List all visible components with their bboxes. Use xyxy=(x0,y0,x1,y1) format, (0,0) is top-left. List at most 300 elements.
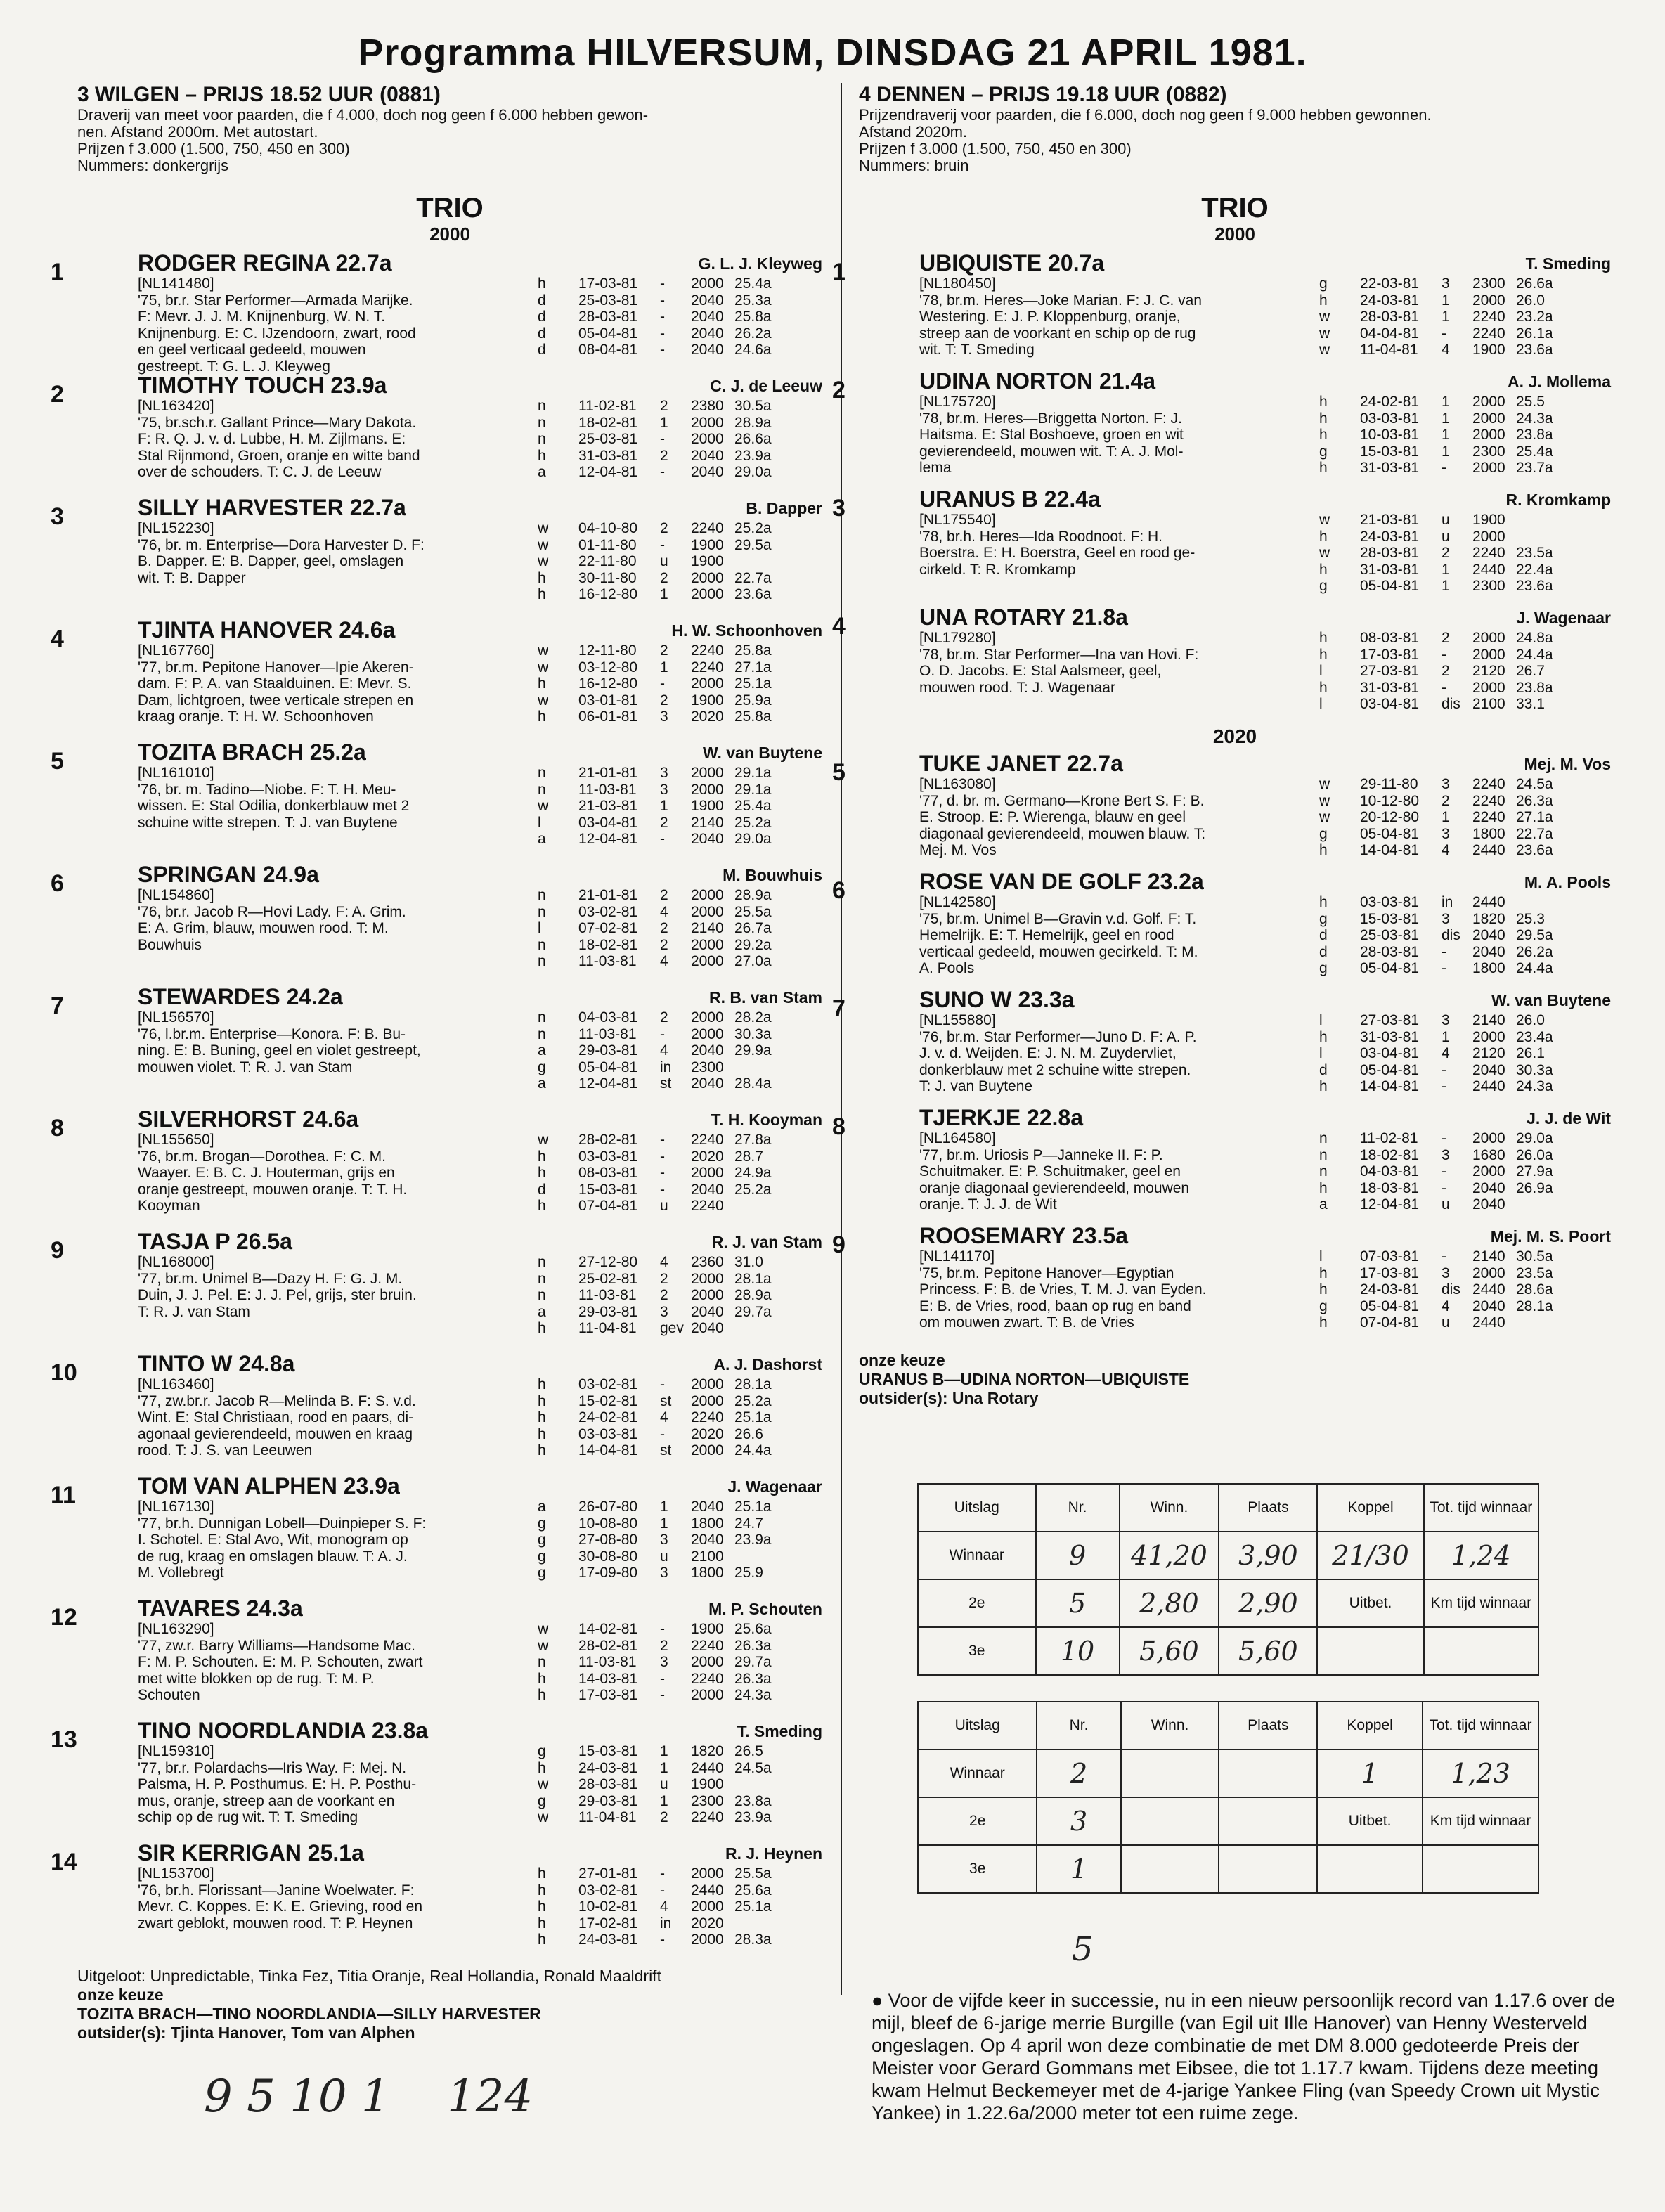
race-distance: 2040 xyxy=(691,1499,724,1515)
track-code: g xyxy=(1319,825,1328,842)
horse-number: 1 xyxy=(51,259,64,285)
race-distance: 2140 xyxy=(691,920,724,936)
section-distance: 2000 xyxy=(1214,224,1255,245)
track-code: d xyxy=(1319,927,1328,943)
race-distance: 2240 xyxy=(1472,792,1505,809)
race-time: 25.2a xyxy=(734,1181,772,1198)
race-distance: 2240 xyxy=(1472,776,1505,792)
form-row xyxy=(538,570,822,587)
horse-number: 10 xyxy=(51,1359,77,1386)
race-time: 25.1a xyxy=(734,1409,772,1425)
result-table-1 xyxy=(917,1483,1539,1676)
form-row xyxy=(538,1515,822,1532)
description-line: '77, br.h. Dunnigan Lobell—Duinpieper S. F: xyxy=(138,1515,427,1532)
placing: 1 xyxy=(1442,410,1450,427)
horse-description xyxy=(138,1621,531,1704)
race-time: 26.3a xyxy=(1516,792,1553,809)
race-distance: 2000 xyxy=(1472,679,1505,696)
horse-description xyxy=(919,776,1313,859)
horse-trainer: J. J. de Wit xyxy=(1527,1109,1611,1127)
race-time: 26.6 xyxy=(734,1425,763,1442)
race-date: 10-02-81 xyxy=(578,1899,638,1915)
form-row xyxy=(1319,1265,1604,1282)
form-row xyxy=(1319,1029,1604,1046)
placing: u xyxy=(660,1198,668,1214)
placing: 4 xyxy=(660,953,668,969)
race-date: 07-02-81 xyxy=(578,920,638,936)
form-row xyxy=(538,309,822,325)
race-distance: 2440 xyxy=(1472,1281,1505,1298)
race-date: 28-03-81 xyxy=(1360,943,1420,960)
result-label-cell: 2e xyxy=(918,1797,1037,1845)
description-line: [NL159310] xyxy=(138,1743,214,1759)
track-code: h xyxy=(1319,1314,1328,1331)
race-time: 28.9a xyxy=(734,887,772,903)
race-time: 24.8a xyxy=(1516,630,1553,646)
placing: 1 xyxy=(1442,394,1450,410)
placing: u xyxy=(660,1548,668,1565)
horse-entry xyxy=(51,1473,822,1596)
placing: 4 xyxy=(660,903,668,920)
horse-name: TOZITA BRACH 25.2a xyxy=(138,739,366,765)
race-distance: 2300 xyxy=(1472,578,1505,594)
placing: - xyxy=(660,1882,665,1899)
description-line: de rug, kraag en omslagen blauw. T: A. J. xyxy=(138,1548,408,1565)
description-line: [NL141480] xyxy=(138,276,214,292)
placing: - xyxy=(1442,1179,1446,1196)
description-line: Duin, J. J. Pel. E: J. J. Pel, grijs, ster bruin. xyxy=(138,1287,417,1303)
horse-name: STEWARDES 24.2a xyxy=(138,984,343,1009)
track-code: w xyxy=(538,1621,549,1637)
outsiders: outsider(s): Una Rotary xyxy=(859,1389,1039,1407)
track-code: a xyxy=(538,1075,546,1092)
form-row xyxy=(1319,1130,1604,1147)
race-time: 22.7a xyxy=(1516,825,1553,842)
form-row xyxy=(538,1565,822,1582)
track-code: w xyxy=(538,1776,549,1792)
form-row xyxy=(538,904,822,921)
track-code: h xyxy=(538,1932,546,1948)
form-table xyxy=(538,1499,822,1582)
track-code: d xyxy=(538,1181,546,1198)
result-label-cell: 3e xyxy=(918,1627,1036,1675)
placing: 4 xyxy=(1442,1298,1450,1314)
race-date: 24-03-81 xyxy=(578,1759,638,1776)
form-row xyxy=(538,1743,822,1760)
result-handwritten-cell xyxy=(1317,1845,1423,1893)
horse-entry xyxy=(51,1351,822,1473)
race-time: 25.9 xyxy=(734,1565,763,1581)
description-line: '76, br. m. Enterprise—Dora Harvester D. F: xyxy=(138,536,425,553)
description-line: Mevr. C. Koppes. E: K. E. Grieving, rood en xyxy=(138,1899,423,1915)
race-distance: 2440 xyxy=(1472,1078,1505,1094)
description-line: schip op de rug wit. T: T. Smeding xyxy=(138,1809,358,1825)
track-code: l xyxy=(1319,663,1323,679)
race-time: 24.7 xyxy=(734,1515,763,1532)
horse-entry xyxy=(832,368,1611,486)
track-code: g xyxy=(538,1059,546,1075)
description-line: [NL167760] xyxy=(138,642,214,659)
horse-description xyxy=(138,642,531,725)
race-date: 17-03-81 xyxy=(578,276,638,292)
form-table xyxy=(538,642,822,725)
form-row xyxy=(538,815,822,832)
horse-number: 9 xyxy=(832,1231,846,1258)
description-line: mus, oranje, streep aan de voorkant en xyxy=(138,1792,395,1809)
horse-number: 6 xyxy=(832,877,846,904)
result-handwritten-cell: 5,60 xyxy=(1219,1627,1317,1675)
placing: 2 xyxy=(660,398,668,414)
description-line: [NL156570] xyxy=(138,1009,214,1026)
race-date: 15-03-81 xyxy=(578,1181,638,1198)
race-distance: 1800 xyxy=(1472,960,1505,976)
form-row xyxy=(1319,309,1604,325)
race-time xyxy=(1516,894,1572,911)
description-line: [NL175720] xyxy=(919,394,996,410)
race-time: 25.8a xyxy=(734,642,772,659)
track-code: h xyxy=(538,709,546,725)
form-row xyxy=(1319,427,1604,444)
race-time: 23.5a xyxy=(1516,1265,1553,1281)
form-row xyxy=(538,709,822,725)
race-distance: 2000 xyxy=(1472,1163,1505,1179)
horse-entry xyxy=(51,862,822,984)
track-code: a xyxy=(538,1499,546,1515)
race-time: 25.5a xyxy=(734,903,772,920)
race-distance: 2000 xyxy=(691,1392,724,1409)
race-info: Draverij van meet voor paarden, die f 4.000, doch nog geen f 6.000 hebben gewon- nen. Afstand 2000m. Met autostart. Prijzen f 3.000 (1.500, 750, 450 en 300) Nummers: donkergrijs xyxy=(77,106,649,174)
track-code: h xyxy=(1319,1028,1328,1045)
track-code: d xyxy=(538,292,546,309)
race-date: 27-01-81 xyxy=(578,1865,638,1882)
race-distance: 2000 xyxy=(1472,460,1505,476)
horse-trainer: R. J. van Stam xyxy=(711,1233,822,1251)
track-code: n xyxy=(538,1654,546,1670)
placing: - xyxy=(660,1148,665,1165)
track-code: h xyxy=(538,1376,546,1392)
race-date: 29-03-81 xyxy=(578,1792,638,1809)
track-code: g xyxy=(1319,443,1328,460)
race-time: 28.4a xyxy=(734,1075,772,1092)
form-row xyxy=(538,831,822,848)
placing: - xyxy=(660,1621,665,1637)
race-distance: 2000 xyxy=(1472,410,1505,427)
race-date: 27-03-81 xyxy=(1360,1012,1420,1028)
race-date: 25-03-81 xyxy=(1360,927,1420,943)
track-code: n xyxy=(538,936,546,953)
description-line: Wint. E: Stal Christiaan, rood en paars, di- xyxy=(138,1409,414,1425)
placing: 1 xyxy=(660,798,668,814)
form-row xyxy=(538,1271,822,1288)
track-code: h xyxy=(538,447,546,464)
race-time: 26.5 xyxy=(734,1743,763,1759)
form-row xyxy=(538,520,822,537)
race-date: 03-04-81 xyxy=(578,814,638,831)
placing: 2 xyxy=(660,447,668,464)
section-trio: TRIO xyxy=(416,193,484,224)
horse-name: TJERKJE 22.8a xyxy=(919,1105,1084,1130)
description-line: J. v. d. Weijden. E: J. N. M. Zuydervliet, xyxy=(919,1045,1177,1061)
race-date: 05-04-81 xyxy=(1360,1298,1420,1314)
description-line: [NL164580] xyxy=(919,1130,996,1146)
description-line: F: R. Q. J. v. d. Lubbe, H. M. Zijlmans. E: xyxy=(138,431,406,447)
race-distance: 2440 xyxy=(1472,894,1505,910)
placing: 3 xyxy=(1442,825,1450,842)
track-code: w xyxy=(538,1809,549,1825)
race-distance: 2240 xyxy=(691,1637,724,1654)
race-time: 28.1a xyxy=(734,1376,772,1392)
race-date: 18-03-81 xyxy=(1360,1179,1420,1196)
placing: - xyxy=(1442,1163,1446,1179)
track-code: w xyxy=(1319,325,1330,342)
horse-number: 8 xyxy=(832,1113,846,1140)
result-handwritten-cell: 3,90 xyxy=(1219,1532,1317,1579)
race-distance: 2020 xyxy=(691,1915,724,1932)
horse-description xyxy=(138,398,531,481)
horse-name: UNA ROTARY 21.8a xyxy=(919,604,1128,630)
form-row xyxy=(538,398,822,415)
race-date: 11-03-81 xyxy=(578,1287,637,1303)
description-line: donkerblauw met 2 schuine witte strepen. xyxy=(919,1061,1191,1078)
track-code: w xyxy=(1319,776,1330,792)
form-row xyxy=(1319,1045,1604,1062)
race-date: 31-03-81 xyxy=(1360,561,1420,578)
race-date: 24-02-81 xyxy=(578,1409,638,1425)
race-distance: 1900 xyxy=(691,692,724,709)
race-date: 28-03-81 xyxy=(578,309,638,325)
placing: 1 xyxy=(1442,561,1450,578)
race-time: 25.9a xyxy=(734,692,772,709)
horse-trainer: M. Bouwhuis xyxy=(723,866,822,884)
placing: 3 xyxy=(1442,1012,1450,1028)
form-row xyxy=(538,1899,822,1915)
form-row xyxy=(1319,911,1604,928)
description-line: Stal Rijnmond, Groen, oranje en witte band xyxy=(138,447,420,464)
race-time: 25.4a xyxy=(734,276,772,292)
horse-description xyxy=(919,1012,1313,1095)
race-time xyxy=(1516,529,1572,545)
race-date: 14-04-81 xyxy=(1360,1078,1420,1094)
race-title: 4 DENNEN – PRIJS 19.18 UUR (0882) xyxy=(859,83,1227,106)
track-code: n xyxy=(1319,1146,1328,1163)
form-row xyxy=(538,553,822,570)
race-distance: 2440 xyxy=(1472,561,1505,578)
race-time: 25.4a xyxy=(734,798,772,814)
race-distance: 1680 xyxy=(1472,1146,1505,1163)
form-row xyxy=(538,1548,822,1565)
placing: 3 xyxy=(660,1532,668,1548)
race-date: 21-01-81 xyxy=(578,765,638,781)
horse-name: TINTO W 24.8a xyxy=(138,1351,295,1376)
race-time: 29.0a xyxy=(1516,1130,1553,1146)
track-code: w xyxy=(538,659,549,675)
race-time: 26.7 xyxy=(1516,663,1545,679)
description-line: over de schouders. T: C. J. de Leeuw xyxy=(138,464,382,480)
placing: - xyxy=(660,1376,665,1392)
race-distance: 2440 xyxy=(691,1759,724,1776)
track-code: d xyxy=(538,342,546,358)
race-date: 12-04-81 xyxy=(578,1075,638,1092)
race-time: 30.5a xyxy=(1516,1248,1553,1265)
race-time: 27.8a xyxy=(734,1132,772,1148)
race-date: 04-04-81 xyxy=(1360,325,1420,342)
placing: u xyxy=(1442,528,1450,545)
placing: 3 xyxy=(1442,910,1450,927)
race-time: 25.5a xyxy=(734,1865,772,1882)
section-distance-2020: 2020 xyxy=(1212,725,1257,747)
right-race-column xyxy=(832,83,1611,1408)
form-row xyxy=(1319,460,1604,477)
placing: 4 xyxy=(660,1042,668,1059)
race-date: 28-02-81 xyxy=(578,1132,638,1148)
race-date: 03-02-81 xyxy=(578,1882,638,1899)
race-time: 24.3a xyxy=(1516,1078,1553,1094)
race-date: 24-03-81 xyxy=(1360,528,1420,545)
placing: 3 xyxy=(660,1303,668,1320)
form-row xyxy=(1319,927,1604,944)
description-line: om mouwen zwart. T: B. de Vries xyxy=(919,1314,1134,1331)
placing: u xyxy=(660,1776,668,1792)
description-line: [NL168000] xyxy=(138,1254,214,1270)
form-row xyxy=(538,1376,822,1393)
race-date: 15-03-81 xyxy=(1360,443,1420,460)
horse-description xyxy=(138,1254,531,1320)
result-handwritten-cell: 2,80 xyxy=(1120,1579,1219,1627)
placing: - xyxy=(660,1425,665,1442)
placing: 3 xyxy=(660,1565,668,1581)
race-distance: 2100 xyxy=(1472,696,1505,712)
track-code: n xyxy=(538,1254,546,1270)
race-distance: 1800 xyxy=(691,1565,724,1581)
race-distance: 2000 xyxy=(691,1026,724,1042)
track-code: h xyxy=(538,569,546,586)
placing: - xyxy=(660,464,665,480)
placing: 2 xyxy=(660,1009,668,1026)
placing: - xyxy=(660,1687,665,1703)
form-row xyxy=(538,292,822,309)
onze-keuze: TOZITA BRACH—TINO NOORDLANDIA—SILLY HARVESTER xyxy=(77,2005,541,2023)
race-time: 24.4a xyxy=(1516,960,1553,976)
horse-entry xyxy=(51,1596,822,1718)
race-distance: 2040 xyxy=(691,831,724,847)
horse-name: ROOSEMARY 23.5a xyxy=(919,1223,1128,1248)
section-distance: 2000 xyxy=(429,224,470,245)
horse-name: SIR KERRIGAN 25.1a xyxy=(138,1840,364,1865)
race-time: 31.0 xyxy=(734,1254,763,1270)
track-code: g xyxy=(1319,578,1328,594)
race-time xyxy=(734,1915,791,1932)
result-handwritten-cell: 1 xyxy=(1317,1749,1423,1797)
description-line: F: M. P. Schouten. E: M. P. Schouten, zwart xyxy=(138,1654,423,1670)
result-handwritten-cell: 10 xyxy=(1036,1627,1120,1675)
race-distance: 1820 xyxy=(691,1743,724,1759)
race-distance: 2140 xyxy=(691,814,724,831)
placing: - xyxy=(1442,1061,1446,1078)
horse-description xyxy=(138,1376,531,1459)
placing: - xyxy=(1442,646,1446,663)
page-title: Programma HILVERSUM, DINSDAG 21 APRIL 1981. xyxy=(358,32,1307,74)
race-distance: 2000 xyxy=(1472,394,1505,410)
race-date: 31-03-81 xyxy=(1360,679,1420,696)
race-time: 23.6a xyxy=(1516,842,1553,858)
race-date: 08-03-81 xyxy=(578,1165,638,1181)
track-code: n xyxy=(538,953,546,969)
description-line: oranje diagonaal gevierendeeld, mouwen xyxy=(919,1179,1190,1196)
description-line: schuine witte strepen. T: J. van Buytene xyxy=(138,814,398,831)
track-code: g xyxy=(538,1515,546,1532)
placing: 2 xyxy=(660,887,668,903)
form-row xyxy=(1319,394,1604,410)
placing: dis xyxy=(1442,1281,1460,1298)
track-code: n xyxy=(538,1287,546,1303)
horse-number: 9 xyxy=(51,1237,64,1264)
race-distance: 2000 xyxy=(691,903,724,920)
form-row xyxy=(538,1149,822,1165)
placing: - xyxy=(1442,679,1446,696)
horse-name: TIMOTHY TOUCH 23.9a xyxy=(138,373,387,398)
race-time xyxy=(734,1059,791,1076)
race-time: 25.3 xyxy=(1516,910,1545,927)
race-date: 14-02-81 xyxy=(578,1621,638,1637)
race-distance: 2000 xyxy=(691,1865,724,1882)
track-code: h xyxy=(538,1198,546,1214)
race-distance: 2020 xyxy=(691,1148,724,1165)
race-date: 27-12-80 xyxy=(578,1254,638,1270)
race-time: 29.7a xyxy=(734,1303,772,1320)
placing: 2 xyxy=(660,1287,668,1303)
form-row xyxy=(538,342,822,358)
horse-number: 4 xyxy=(51,626,64,652)
track-code: h xyxy=(538,1759,546,1776)
news-paragraph: ● Voor de vijfde keer in successie, nu in een nieuw persoonlijk record van 1.17.6 over de mijl, bleef de 6-jarige merrie Burgille (van Egil uit Ille Hanover) van Henny Westerveld ongeslagen. Op 4 april won deze combinatie de met DM 8.000 gedoteerde Preis der Meister voor Gerard Gommans met Eibsee, die tot 1.17.7 kwam. Tijdens deze meeting kwam Helmut Beckemeyer met de 4-jarige Yankee Fling (van Speedy Crown uit Mystic Yankee) in 1.22.6a/2000 meter tot een ruime zege. xyxy=(872,1990,1615,2123)
form-table xyxy=(538,887,822,970)
placing: 2 xyxy=(660,692,668,709)
race-time: 23.9a xyxy=(734,1809,772,1825)
description-line: [NL167130] xyxy=(138,1499,214,1515)
horse-entry xyxy=(832,751,1611,869)
result-label-cell: Winnaar xyxy=(918,1532,1036,1579)
race-date: 26-07-80 xyxy=(578,1499,638,1515)
track-code: h xyxy=(538,1899,546,1915)
horse-name: UBIQUISTE 20.7a xyxy=(919,250,1105,276)
form-table xyxy=(1319,512,1604,595)
description-line: [NL180450] xyxy=(919,276,996,292)
description-line: kraag oranje. T: H. W. Schoonhoven xyxy=(138,709,374,725)
form-row xyxy=(538,1182,822,1198)
race-date: 05-04-81 xyxy=(578,1059,638,1075)
horse-name: TOM VAN ALPHEN 23.9a xyxy=(138,1473,400,1499)
race-time: 27.1a xyxy=(734,659,772,675)
placing: 1 xyxy=(1442,292,1450,309)
result-handwritten-cell xyxy=(1121,1797,1219,1845)
race-date: 16-12-80 xyxy=(578,675,638,692)
race-time: 24.3a xyxy=(1516,410,1553,427)
track-code: n xyxy=(538,1270,546,1287)
race-distance: 1900 xyxy=(1472,342,1505,358)
description-line: Hemelrijk. E: T. Hemelrijk, geel en rood xyxy=(919,927,1174,943)
horse-trainer: T. Smeding xyxy=(737,1722,822,1740)
form-row xyxy=(1319,894,1604,911)
horse-trainer: G. L. J. Kleyweg xyxy=(698,254,822,273)
race-distance: 2240 xyxy=(1472,309,1505,325)
race-distance: 2140 xyxy=(1472,1012,1505,1028)
race-distance: 2000 xyxy=(691,586,724,602)
race-time: 29.2a xyxy=(734,936,772,953)
placing: 3 xyxy=(1442,276,1450,292)
horse-entry xyxy=(832,1223,1611,1341)
track-code: n xyxy=(538,903,546,920)
result-handwritten-cell xyxy=(1423,1845,1538,1893)
